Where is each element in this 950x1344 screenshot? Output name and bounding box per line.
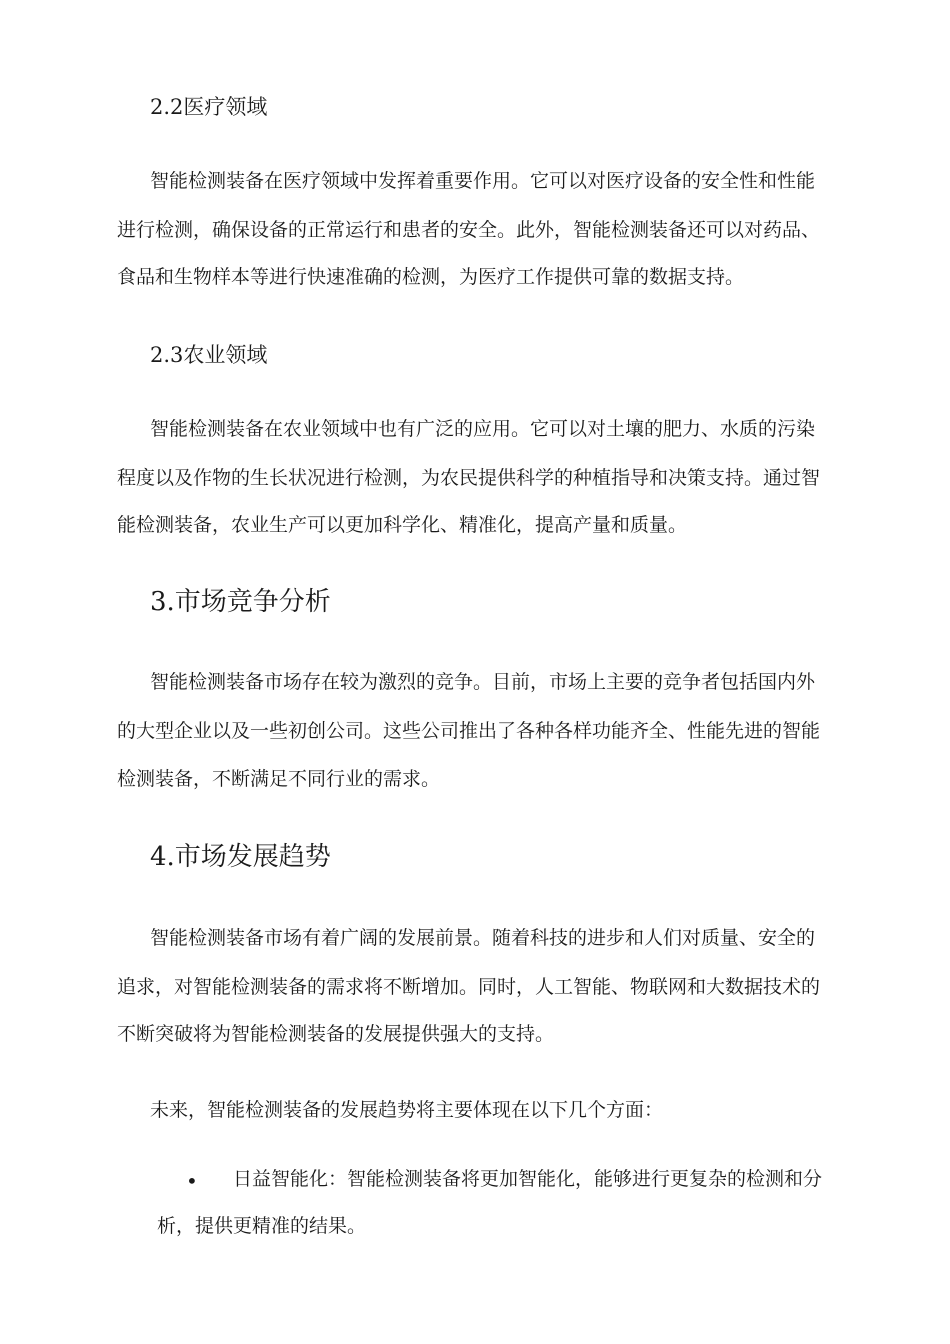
paragraph-line: 的大型企业以及一些初创公司。这些公司推出了各种各样功能齐全、性能先进的智能 <box>117 720 821 742</box>
paragraph-line: 进行检测，确保设备的正常运行和患者的安全。此外，智能检测装备还可以对药品、 <box>117 219 821 241</box>
paragraph-line: 智能检测装备在农业领域中也有广泛的应用。它可以对土壤的肥力、水质的污染 <box>150 418 816 440</box>
paragraph-line: 追求，对智能检测装备的需求将不断增加。同时，人工智能、物联网和大数据技术的 <box>117 976 821 998</box>
list-item-line: 日益智能化：智能检测装备将更加智能化，能够进行更复杂的检测和分 <box>233 1168 823 1190</box>
paragraph-line: 智能检测装备在医疗领域中发挥着重要作用。它可以对医疗设备的安全性和性能 <box>150 170 816 192</box>
paragraph-line: 不断突破将为智能检测装备的发展提供强大的支持。 <box>117 1023 555 1045</box>
paragraph-line: 食品和生物样本等进行快速准确的检测，为医疗工作提供可靠的数据支持。 <box>117 266 745 288</box>
paragraph-line: 程度以及作物的生长状况进行检测，为农民提供科学的种植指导和决策支持。通过智 <box>117 467 821 489</box>
section-heading-2-2: 2.2医疗领域 <box>150 95 268 119</box>
list-item-line: 析，提供更精准的结果。 <box>157 1215 367 1237</box>
section-heading-2-3: 2.3农业领域 <box>150 343 268 367</box>
bullet-dot-icon: • <box>186 1169 198 1193</box>
paragraph-line: 能检测装备，农业生产可以更加科学化、精准化，提高产量和质量。 <box>117 514 688 536</box>
paragraph-line: 智能检测装备市场存在较为激烈的竞争。目前，市场上主要的竞争者包括国内外 <box>150 671 816 693</box>
paragraph-line: 检测装备，不断满足不同行业的需求。 <box>117 768 441 790</box>
paragraph-line: 智能检测装备市场有着广阔的发展前景。随着科技的进步和人们对质量、安全的 <box>150 927 816 949</box>
section-heading-4: 4.市场发展趋势 <box>150 842 331 872</box>
section-heading-3: 3.市场竞争分析 <box>150 587 331 617</box>
paragraph-intro: 未来，智能检测装备的发展趋势将主要体现在以下几个方面： <box>150 1099 664 1121</box>
